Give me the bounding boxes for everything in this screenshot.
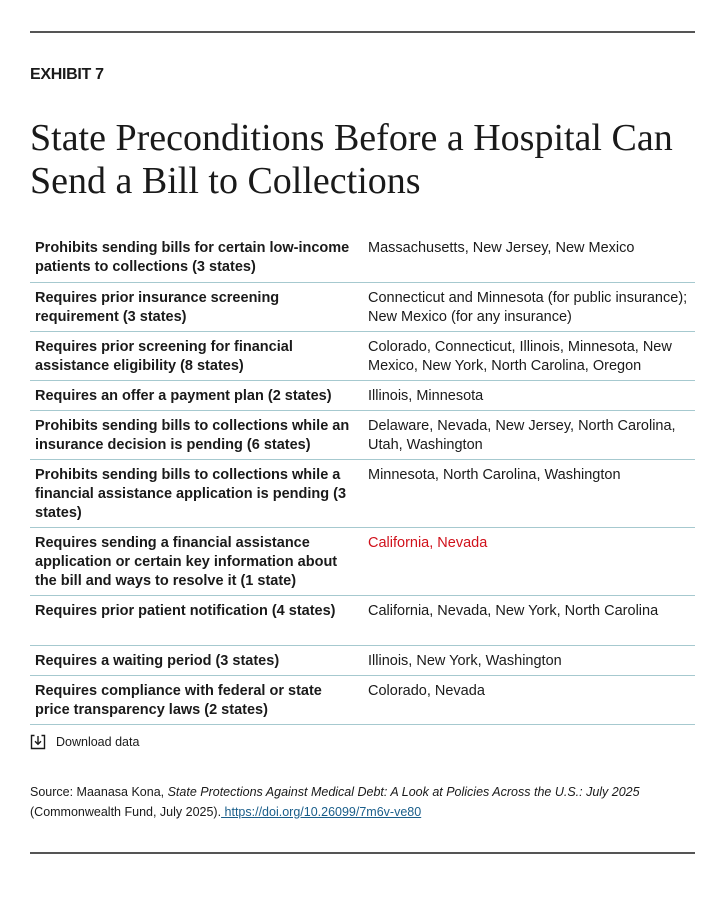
table-row <box>30 283 695 332</box>
states-cell: California, Nevada, New York, North Carolina <box>368 603 659 619</box>
preconditions-table <box>30 233 695 725</box>
source-prefix: Source: Maanasa Kona, <box>30 785 168 799</box>
states-cell: Massachusetts, New Jersey, New Mexico <box>368 240 635 256</box>
page-title: State Preconditions Before a Hospital Can Send a Bill to Collections <box>30 117 673 202</box>
states-cell: Illinois, Minnesota <box>368 388 484 404</box>
states-cell: Delaware, Nevada, New Jersey, North Carolina, Utah, Washington <box>368 418 676 453</box>
table-row <box>30 411 695 460</box>
table-row <box>30 460 695 528</box>
states-cell: Connecticut and Minnesota (for public insurance); New Mexico (for any insurance) <box>368 290 688 325</box>
requirement-cell: Requires an offer a payment plan (2 states) <box>35 388 332 404</box>
requirement-cell: Requires a waiting period (3 states) <box>35 653 280 669</box>
states-cell: Illinois, New York, Washington <box>368 653 562 669</box>
states-cell: Colorado, Nevada <box>368 683 485 699</box>
requirement-cell: Requires prior insurance screening requirement (3 states) <box>35 290 280 325</box>
doi-link[interactable]: https://doi.org/10.26099/7m6v-ve80 <box>221 804 422 819</box>
download-data-button[interactable] <box>30 734 139 750</box>
table-row <box>30 528 695 596</box>
table-row <box>30 233 695 283</box>
states-cell: Colorado, Connecticut, Illinois, Minnesota, New Mexico, New York, North Carolina, Oregon <box>368 339 672 374</box>
requirement-cell: Requires sending a financial assistance application or certain key information about the bill and ways to resolve it (1 state) <box>35 535 338 589</box>
states-cell-highlighted: California, Nevada <box>368 535 488 551</box>
source-citation <box>30 783 670 822</box>
requirement-cell: Requires prior screening for financial assistance eligibility (8 states) <box>35 339 293 374</box>
table-row <box>30 332 695 381</box>
requirement-cell: Requires compliance with federal or state price transparency laws (2 states) <box>35 683 322 718</box>
source-suffix: (Commonwealth Fund, July 2025). <box>30 804 222 819</box>
top-divider <box>30 31 695 33</box>
table-row <box>30 381 695 411</box>
requirement-cell: Prohibits sending bills for certain low-income patients to collections (3 states) <box>35 240 350 275</box>
table-row <box>30 676 695 725</box>
download-icon <box>30 734 46 750</box>
requirement-cell: Requires prior patient notification (4 states) <box>35 603 336 619</box>
states-cell: Minnesota, North Carolina, Washington <box>368 467 621 483</box>
bottom-divider <box>30 852 695 854</box>
exhibit-label: EXHIBIT 7 <box>30 66 104 83</box>
source-title: State Protections Against Medical Debt: A Look at Policies Across the U.S.: July 2025 <box>167 785 640 799</box>
table-row <box>30 646 695 676</box>
download-label: Download data <box>56 735 140 749</box>
requirement-cell: Prohibits sending bills to collections while a financial assistance application is pending (3 states) <box>35 467 347 521</box>
requirement-cell: Prohibits sending bills to collections while an insurance decision is pending (6 states) <box>35 418 350 453</box>
table-row <box>30 596 695 646</box>
